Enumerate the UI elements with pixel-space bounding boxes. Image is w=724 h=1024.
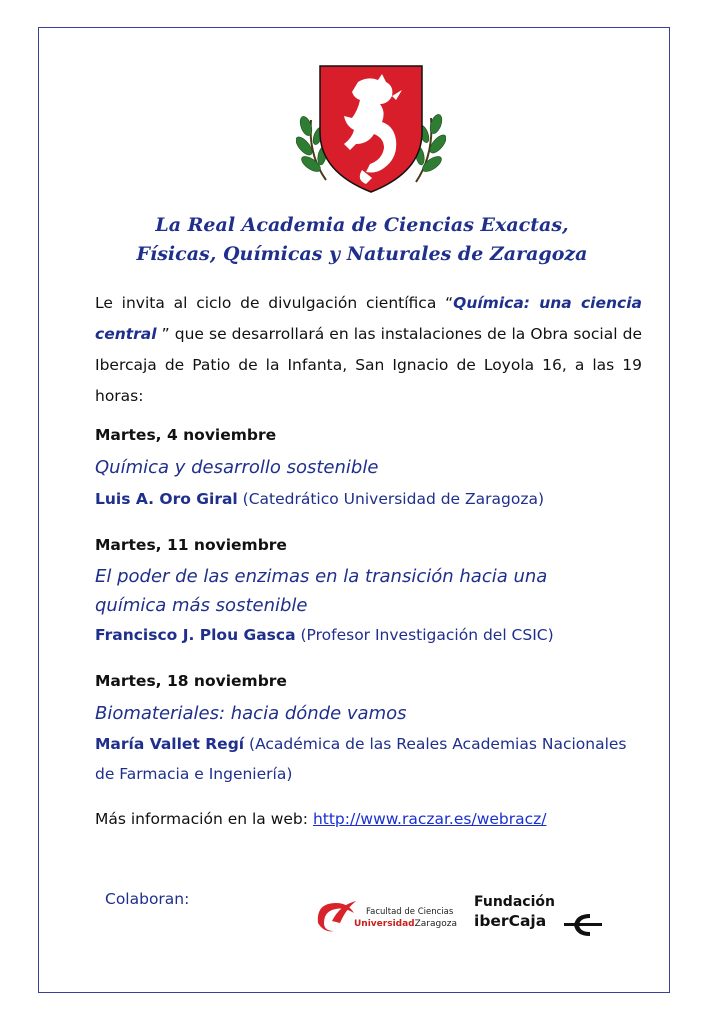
uz-city-word: Zaragoza [414,919,457,929]
uz-swoosh-icon [314,895,358,935]
session-speaker [95,484,655,514]
session-talk-title: El poder de las enzimas en la transición hacia una química más sostenible [95,566,548,616]
uz-faculty-text: Facultad de Ciencias [366,907,454,917]
academy-name-line2: Físicas, Químicas y Naturales de Zaragoza [136,243,588,265]
session-speaker [95,729,640,789]
intro-text-start: Le invita al ciclo de divulgación científica “ [95,294,454,312]
academy-crest-logo [296,60,446,195]
ibercaja-brand-text: iberCaja [474,912,547,930]
session-date: Martes, 18 noviembre [95,672,287,690]
uz-university-word: Universidad [354,919,415,929]
sponsors-label: Colaboran: [105,890,190,908]
ibercaja-foundation-text: Fundación [474,894,555,910]
fundacion-ibercaja-logo [474,892,624,942]
uz-university-text [354,919,457,929]
invitation-paragraph [95,288,642,412]
ibercaja-emblem-icon [562,910,608,940]
speaker-affiliation: (Catedrático Universidad de Zaragoza) [237,490,545,508]
more-info-label: Más información en la web: [95,810,313,828]
academy-name-line1: La Real Academia de Ciencias Exactas, [155,214,569,236]
intro-text-end: ” que se desarrollará en las instalaciones de la Obra social de Ibercaja de Patio de la Infanta, San Ignacio de Loyola 16, a las 19 horas: [95,325,642,405]
speaker-affiliation: (Académica de las Reales Academias Nacionales de Farmacia e Ingeniería) [95,735,627,783]
more-info-line [95,810,547,828]
session-date: Martes, 4 noviembre [95,426,277,444]
speaker-name: María Vallet Regí [95,735,245,753]
session-talk-title: Biomateriales: hacia dónde vamos [95,703,407,724]
session-talk-title: Química y desarrollo sostenible [95,457,379,478]
speaker-name: Luis A. Oro Giral [95,490,238,508]
speaker-name: Francisco J. Plou Gasca [95,626,296,644]
universidad-zaragoza-logo [314,893,464,938]
session-speaker [95,620,655,650]
website-link[interactable]: http://www.raczar.es/webracz/ [312,810,547,828]
speaker-affiliation: (Profesor Investigación del CSIC) [295,626,554,644]
cycle-title: Química: una ciencia central [95,294,642,343]
session-date: Martes, 11 noviembre [95,536,287,554]
